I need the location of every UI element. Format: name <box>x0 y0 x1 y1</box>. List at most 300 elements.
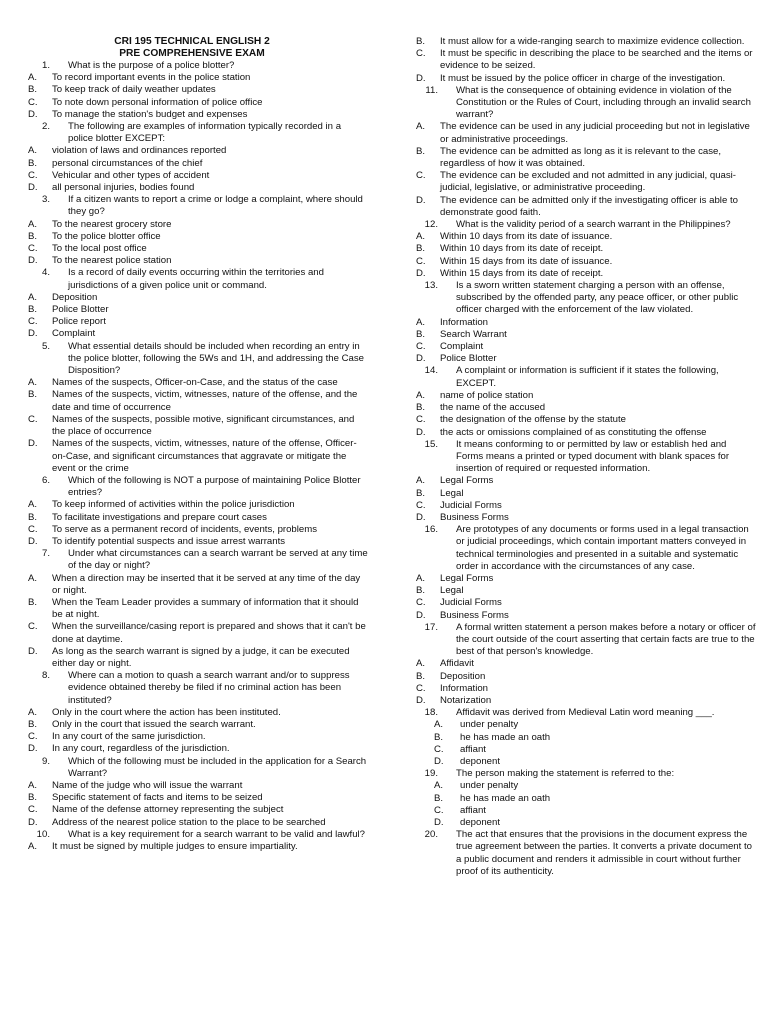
option-letter: C. <box>28 621 38 633</box>
option-text: Only in the court that issued the search warrant. <box>52 718 256 730</box>
answer-option <box>404 402 756 414</box>
answer-option <box>16 438 368 475</box>
question-3 <box>16 194 368 267</box>
answer-option <box>404 341 756 353</box>
answer-option <box>16 841 368 853</box>
question-text: Affidavit was derived from Medieval Latin word meaning ___. <box>456 707 715 719</box>
option-text: affiant <box>460 804 486 816</box>
answer-option <box>404 585 756 597</box>
question-text: The following are examples of information typically recorded in a police blotter EXCEPT: <box>68 121 342 145</box>
answer-option <box>16 414 368 438</box>
option-letter: D. <box>416 426 426 438</box>
option-letter: D. <box>416 72 426 84</box>
option-letter: A. <box>416 231 426 243</box>
option-letter: D. <box>28 328 38 340</box>
question-9 <box>16 756 368 829</box>
answer-option <box>16 743 368 755</box>
question-text: Which of the following is NOT a purpose of maintaining Police Blotter entries? <box>68 474 361 499</box>
option-letter: D. <box>416 694 426 706</box>
answer-option <box>404 317 756 329</box>
option-text: To keep track of daily weather updates <box>52 84 216 96</box>
option-letter: A. <box>28 499 38 511</box>
question-5 <box>16 341 368 475</box>
option-list <box>404 573 756 622</box>
question-stem <box>16 829 368 841</box>
question-number: 16. <box>424 524 438 536</box>
question-number: 2. <box>41 121 50 133</box>
option-text: deponent <box>460 817 501 828</box>
option-letter: A. <box>28 841 38 852</box>
option-text: Deposition <box>52 291 98 303</box>
option-text: In any court, regardless of the jurisdiction. <box>52 743 230 755</box>
question-number: 1. <box>41 60 50 71</box>
option-list <box>404 231 756 280</box>
question-14 <box>404 365 756 438</box>
option-text: Only in the court where the action has been instituted. <box>52 706 281 718</box>
question-13 <box>404 280 756 365</box>
option-text: personal circumstances of the chief <box>52 157 203 169</box>
option-text: It must allow for a wide-ranging search to maximize evidence collection. <box>440 36 745 47</box>
option-text: the name of the accused <box>440 402 546 414</box>
option-text: As long as the search warrant is signed by a judge, it can be executed either day or night. <box>52 645 350 669</box>
answer-option <box>16 158 368 170</box>
exam-title: PRE COMPREHENSIVE EXAM <box>119 48 265 59</box>
answer-option <box>404 793 756 805</box>
answer-option <box>16 292 368 304</box>
option-text: In any court of the same jurisdiction. <box>52 731 206 743</box>
question-text: What is the consequence of obtaining evidence in violation of the Constitution or the Rules of Court, including through an invalid search warrant? <box>456 84 751 121</box>
option-list <box>16 841 368 853</box>
answer-option <box>16 573 368 597</box>
option-list <box>16 377 368 475</box>
answer-option <box>16 304 368 316</box>
option-letter: A. <box>28 706 38 718</box>
answer-option <box>404 671 756 683</box>
question-stem <box>16 548 368 572</box>
answer-option <box>16 524 368 536</box>
option-text: he has made an oath <box>460 792 551 804</box>
question-number: 12. <box>424 219 438 231</box>
option-letter: D. <box>28 535 38 547</box>
option-letter: C. <box>416 499 426 511</box>
answer-option <box>16 804 368 816</box>
option-letter: C. <box>28 169 38 181</box>
answer-option <box>404 695 756 707</box>
option-letter: B. <box>416 670 426 682</box>
question-stem <box>404 707 756 719</box>
option-text: Police Blotter <box>52 304 109 316</box>
answer-option <box>404 195 756 219</box>
option-letter: B. <box>416 585 426 597</box>
question-stem <box>16 267 368 291</box>
option-text: Names of the suspects, victim, witnesses, nature of the offense, Officer-on-Case, and significant circumstances that aggravate or mitigate the event or the crime <box>52 438 357 474</box>
answer-option <box>404 488 756 500</box>
option-text: Information <box>440 316 488 328</box>
option-letter: C. <box>416 682 426 694</box>
question-number: 7. <box>41 548 50 560</box>
question-2 <box>16 121 368 194</box>
question-stem <box>404 622 756 659</box>
option-letter: B. <box>416 328 426 340</box>
question-number: 19. <box>424 768 438 780</box>
question-stem <box>16 194 368 218</box>
option-letter: D. <box>434 755 444 767</box>
answer-option <box>16 328 368 340</box>
option-letter: B. <box>28 389 38 401</box>
option-letter: D. <box>28 255 38 267</box>
option-letter: D. <box>416 194 426 206</box>
option-letter: C. <box>434 743 444 755</box>
option-letter: C. <box>416 597 426 609</box>
question-text: Is a sworn written statement charging a person with an offense, subscribed by the offended party, any peace officer, or other public officer charged with the enforcement of the law violated. <box>456 280 739 316</box>
option-letter: C. <box>416 414 426 426</box>
option-text: Legal <box>440 585 464 597</box>
option-text: Information <box>440 682 488 694</box>
answer-option <box>16 145 368 157</box>
option-text: he has made an oath <box>460 731 551 743</box>
option-text: Within 10 days from its date of issuance. <box>440 231 613 243</box>
option-text: Complaint <box>52 328 96 340</box>
question-stem <box>404 439 756 476</box>
option-letter: D. <box>416 609 426 621</box>
question-text: Which of the following must be included in the application for a Search Warrant? <box>68 755 367 779</box>
question-number: 10. <box>36 828 50 840</box>
answer-option <box>16 499 368 511</box>
question-stem <box>16 475 368 499</box>
option-text: To serve as a permanent record of incidents, events, problems <box>52 523 318 535</box>
option-text: Business Forms <box>440 511 509 523</box>
option-list <box>16 707 368 756</box>
option-text: The evidence can be excluded and not admitted in any judicial, quasi-judicial, legislative, or administrative proceeding. <box>440 170 736 194</box>
option-text: the designation of the offense by the statute <box>440 414 626 426</box>
question-stem <box>16 121 368 145</box>
answer-option <box>404 756 756 768</box>
option-letter: C. <box>28 243 38 255</box>
question-text: It means conforming to or permitted by law or establish hed and Forms means a printed or typed document with blank spaces for insertion of required or requested information. <box>456 438 730 475</box>
option-text: The evidence can be admitted only if the investigating officer is able to demonstrate good faith. <box>440 194 738 218</box>
question-number: 8. <box>41 670 50 682</box>
answer-option <box>404 121 756 145</box>
answer-option <box>16 97 368 109</box>
option-letter: B. <box>416 402 426 414</box>
question-text: What is a key requirement for a search warrant to be valid and lawful? <box>68 828 366 840</box>
option-letter: B. <box>28 157 38 169</box>
question-text: Under what circumstances can a search warrant be served at any time of the day or night? <box>68 548 368 572</box>
answer-option <box>16 255 368 267</box>
answer-option <box>404 512 756 524</box>
answer-option <box>404 732 756 744</box>
question-text: Are prototypes of any documents or forms used in a legal transaction or judicial proceedings, which contain important matters conveyed in technical terminologies and presented in a suitable and systematic order in accordance with the circumstances of any case. <box>456 524 749 572</box>
option-list <box>16 499 368 548</box>
option-text: When the surveillance/casing report is prepared and shows that it can't be done at daytime. <box>52 621 366 645</box>
option-list <box>16 780 368 829</box>
option-text: To the local post office <box>52 243 147 255</box>
option-letter: B. <box>28 84 38 96</box>
option-letter: D. <box>28 108 38 120</box>
answer-option <box>16 536 368 548</box>
option-text: Legal Forms <box>440 572 494 584</box>
answer-option <box>404 256 756 268</box>
option-list <box>404 780 756 829</box>
option-text: Business Forms <box>440 609 509 621</box>
option-text: Notarization <box>440 694 492 706</box>
option-text: Name of the defense attorney representing the subject <box>52 804 284 816</box>
option-text: To note down personal information of police office <box>52 96 263 108</box>
option-text: The evidence can be used in any judicial proceeding but not in legislative or administrative proceedings. <box>440 121 750 145</box>
option-letter: A. <box>416 658 426 670</box>
question-number: 6. <box>41 474 50 486</box>
option-list <box>16 72 368 121</box>
option-letter: D. <box>28 182 38 194</box>
answer-option <box>16 731 368 743</box>
answer-option <box>404 597 756 609</box>
question-stem <box>404 768 756 780</box>
question-19 <box>404 768 756 829</box>
option-list <box>16 219 368 268</box>
option-letter: D. <box>28 743 38 755</box>
option-letter: A. <box>28 218 38 230</box>
answer-option <box>404 780 756 792</box>
question-number: 3. <box>41 194 50 206</box>
option-text: Search Warrant <box>440 328 507 340</box>
answer-option <box>404 683 756 695</box>
answer-option <box>404 475 756 487</box>
answer-option <box>16 597 368 621</box>
question-text: Is a record of daily events occurring within the territories and jurisdictions of a given police unit or command. <box>68 267 324 291</box>
option-list <box>16 292 368 341</box>
question-number: 9. <box>41 755 50 767</box>
right-questions <box>404 85 756 878</box>
answer-option <box>404 73 756 85</box>
answer-option <box>404 329 756 341</box>
answer-option <box>16 621 368 645</box>
answer-option <box>16 170 368 182</box>
option-list <box>404 658 756 707</box>
answer-option <box>16 377 368 389</box>
option-text: violation of laws and ordinances reported <box>52 145 227 157</box>
question-4 <box>16 267 368 340</box>
option-letter: C. <box>416 255 426 267</box>
option-letter: C. <box>28 731 38 743</box>
option-letter: C. <box>28 804 38 816</box>
question-text: What essential details should be included when recording an entry in the police blotter, following the 5Ws and 1H, and addressing the Case Disposition? <box>68 340 364 377</box>
question-10 <box>16 829 368 853</box>
left-questions <box>16 60 368 853</box>
option-letter: B. <box>416 145 426 157</box>
option-text: Legal Forms <box>440 475 494 487</box>
answer-option <box>404 353 756 365</box>
option-text: To record important events in the police station <box>52 72 251 84</box>
option-letter: A. <box>28 72 38 84</box>
answer-option <box>404 268 756 280</box>
answer-option <box>16 780 368 792</box>
answer-option <box>16 109 368 121</box>
option-text: under penalty <box>460 780 519 792</box>
answer-option <box>16 389 368 413</box>
option-text: Affidavit <box>440 658 474 670</box>
option-list <box>404 317 756 366</box>
answer-option <box>404 610 756 622</box>
option-text: name of police station <box>440 389 534 401</box>
answer-option <box>404 744 756 756</box>
option-letter: A. <box>416 121 426 133</box>
answer-option <box>16 231 368 243</box>
option-letter: B. <box>28 511 38 523</box>
course-title: CRI 195 TECHNICAL ENGLISH 2 <box>114 36 270 47</box>
option-text: under penalty <box>460 719 519 731</box>
option-list <box>16 145 368 194</box>
option-letter: C. <box>416 48 426 60</box>
question-number: 17. <box>424 621 438 633</box>
answer-option <box>404 805 756 817</box>
option-text: Deposition <box>440 670 486 682</box>
option-list <box>404 475 756 524</box>
question-number: 5. <box>41 340 50 352</box>
option-letter: D. <box>416 353 426 365</box>
question-number: 15. <box>424 438 438 450</box>
question-6 <box>16 475 368 548</box>
question-11 <box>404 85 756 219</box>
option-letter: A. <box>434 719 444 731</box>
option-list <box>404 121 756 219</box>
option-text: Names of the suspects, Officer-on-Case, and the status of the case <box>52 377 338 389</box>
answer-option <box>404 427 756 439</box>
answer-option <box>404 146 756 170</box>
question-text: A formal written statement a person makes before a notary or officer of the court outside of the court asserting that certain facts are true to the best of that person's knowledge. <box>456 621 756 658</box>
answer-option <box>16 84 368 96</box>
question-1 <box>16 60 368 121</box>
question-7 <box>16 548 368 670</box>
question-15 <box>404 439 756 524</box>
option-letter: D. <box>28 438 38 450</box>
option-letter: C. <box>416 341 426 353</box>
question-16 <box>404 524 756 622</box>
answer-option <box>404 573 756 585</box>
answer-option <box>404 719 756 731</box>
answer-option <box>16 817 368 829</box>
option-text: Names of the suspects, possible motive, significant circumstances, and the place of occurrence <box>52 413 355 438</box>
answer-option <box>16 707 368 719</box>
option-letter: C. <box>28 96 38 108</box>
option-text: To manage the station's budget and expenses <box>52 108 248 120</box>
option-text: To keep informed of activities within the police jurisdiction <box>52 499 295 511</box>
option-text: Address of the nearest police station to the place to be searched <box>52 816 326 828</box>
answer-option <box>16 72 368 84</box>
option-list <box>16 573 368 671</box>
question-number: 14. <box>424 365 438 377</box>
option-letter: A. <box>28 572 38 584</box>
question-text: The person making the statement is referred to the: <box>456 768 675 780</box>
option-letter: B. <box>416 487 426 499</box>
option-text: It must be signed by multiple judges to ensure impartiality. <box>52 841 298 852</box>
option-letter: A. <box>416 316 426 328</box>
option-letter: B. <box>28 230 38 242</box>
option-text: To the nearest police station <box>52 255 172 267</box>
answer-option <box>404 390 756 402</box>
answer-option <box>404 500 756 512</box>
question-text: The act that ensures that the provisions in the document express the true agreement between the parties. It converts a private document to a public document and renders it admissible in court without further proof of its authenticity. <box>456 829 752 877</box>
question-stem <box>404 524 756 573</box>
answer-option <box>16 719 368 731</box>
option-letter: D. <box>416 511 426 523</box>
answer-option <box>404 243 756 255</box>
option-letter: C. <box>28 316 38 328</box>
question-text: If a citizen wants to report a crime or lodge a complaint, where should they go? <box>68 194 363 218</box>
option-letter: B. <box>416 36 426 47</box>
option-text: To facilitate investigations and prepare court cases <box>52 511 267 523</box>
answer-option <box>16 646 368 670</box>
option-text: Specific statement of facts and items to be seized <box>52 792 263 804</box>
answer-option <box>404 36 756 48</box>
answer-option <box>404 414 756 426</box>
option-letter: A. <box>28 779 38 791</box>
question-stem <box>404 85 756 122</box>
question-number: 4. <box>41 267 50 279</box>
option-text: Vehicular and other types of accident <box>52 169 210 181</box>
option-letter: A. <box>28 377 38 389</box>
q10-continued-options <box>404 36 756 85</box>
option-letter: D. <box>28 645 38 657</box>
option-list <box>404 390 756 439</box>
option-letter: B. <box>28 304 38 316</box>
option-text: Judicial Forms <box>440 597 502 609</box>
question-stem <box>16 60 368 72</box>
option-text: It must be issued by the police officer in charge of the investigation. <box>440 72 726 84</box>
answer-option <box>404 170 756 194</box>
answer-option <box>16 219 368 231</box>
option-letter: D. <box>416 267 426 279</box>
option-text: The evidence can be admitted as long as it is relevant to the case, regardless of how it was obtained. <box>440 145 722 170</box>
option-letter: B. <box>434 792 444 804</box>
option-text: Within 10 days from its date of receipt. <box>440 243 604 255</box>
question-number: 18. <box>424 707 438 719</box>
answer-option <box>16 792 368 804</box>
answer-option <box>16 182 368 194</box>
option-letter: B. <box>28 596 38 608</box>
left-column <box>16 36 368 853</box>
option-text: affiant <box>460 743 486 755</box>
option-text: When the Team Leader provides a summary of information that it should be at night. <box>52 596 359 621</box>
question-text: Where can a motion to quash a search warrant and/or to suppress evidence obtained thereby be filed if no criminal action has been instituted? <box>68 670 350 706</box>
option-text: deponent <box>460 755 501 767</box>
option-text: Complaint <box>440 341 484 353</box>
question-number: 20. <box>424 829 438 841</box>
option-text: Police report <box>52 316 106 328</box>
question-stem <box>404 280 756 317</box>
option-text: Legal <box>440 487 464 499</box>
question-stem <box>404 365 756 389</box>
option-text: the acts or omissions complained of as constituting the offense <box>440 426 707 438</box>
option-letter: C. <box>434 804 444 816</box>
question-text: A complaint or information is sufficient if it states the following, EXCEPT. <box>456 365 719 389</box>
option-letter: A. <box>416 475 426 487</box>
question-8 <box>16 670 368 755</box>
option-letter: C. <box>28 413 38 425</box>
question-number: 13. <box>424 280 438 292</box>
question-stem <box>16 756 368 780</box>
answer-option <box>404 48 756 72</box>
option-letter: D. <box>434 817 444 828</box>
answer-option <box>404 817 756 829</box>
option-text: To the police blotter office <box>52 230 161 242</box>
question-12 <box>404 219 756 280</box>
answer-option <box>16 243 368 255</box>
question-18 <box>404 707 756 768</box>
option-text: When a direction may be inserted that it be served at any time of the day or night. <box>52 572 361 596</box>
option-text: Names of the suspects, victim, witnesses, nature of the offense, and the date and time of occurrence <box>52 389 358 413</box>
option-letter: B. <box>434 731 444 743</box>
question-20 <box>404 829 756 878</box>
